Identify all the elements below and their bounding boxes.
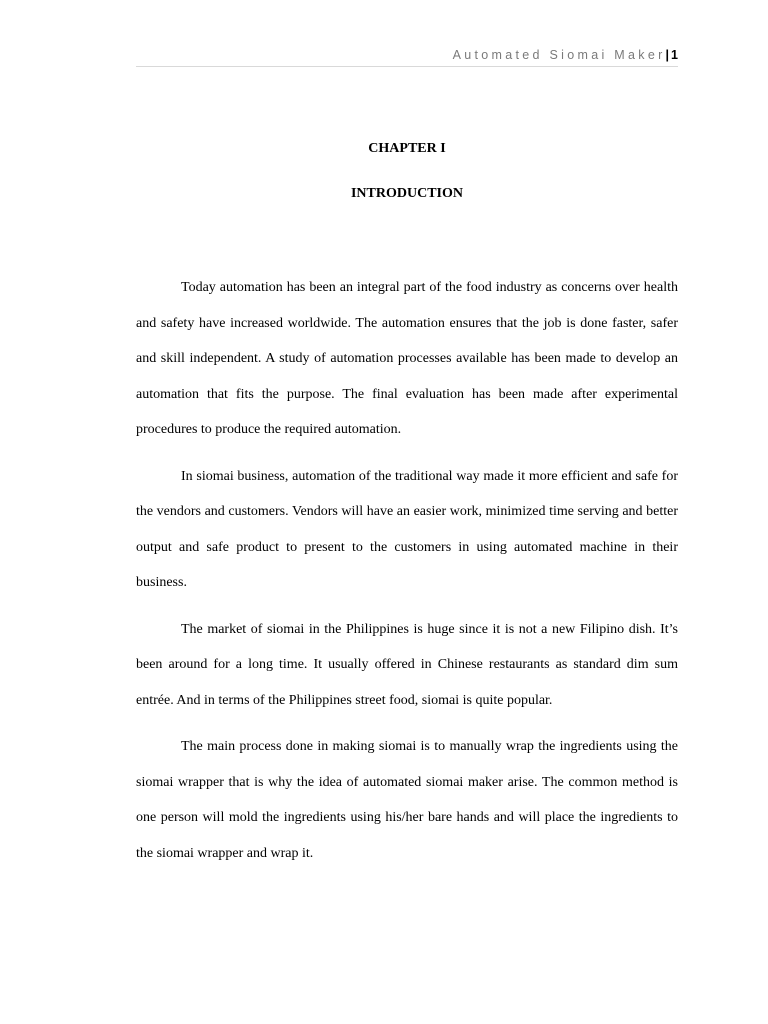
header-divider xyxy=(136,66,678,67)
page-number: 1 xyxy=(671,48,678,62)
body-text xyxy=(136,270,678,882)
header-separator: | xyxy=(665,48,670,62)
paragraph-4: The main process done in making siomai is to manually wrap the ingredients using the siomai wrapper that is why the idea of automated siomai maker arise. The common method is one person will mold the ingredients using his/her bare hands and will place the ingredients to the siomai wrapper and wrap it. xyxy=(136,738,678,861)
paragraph-2: In siomai business, automation of the traditional way made it more efficient and safe for the vendors and customers. Vendors will have an easier work, minimized time serving and better output and safe product to present to the customers in using automated machine in their business. xyxy=(136,468,678,591)
page-header xyxy=(136,46,678,64)
chapter-number: CHAPTER I xyxy=(368,141,446,156)
chapter-title: INTRODUCTION xyxy=(350,186,463,201)
paragraph-3: The market of siomai in the Philippines is huge since it is not a new Filipino dish. It’s been around for a long time. It usually offered in Chinese restaurants as standard dim sum entrée. And in terms of the Philippines street food, siomai is quite popular. xyxy=(136,621,678,708)
paragraph-1: Today automation has been an integral part of the food industry as concerns over health and safety have increased worldwide. The automation ensures that the job is done faster, safer and skill independent. A study of automation processes available has been made to develop an automation that fits the purpose. The final evaluation has been made after experimental procedures to produce the required automation. xyxy=(136,280,678,438)
header-title: Automated Siomai Maker xyxy=(452,48,666,62)
